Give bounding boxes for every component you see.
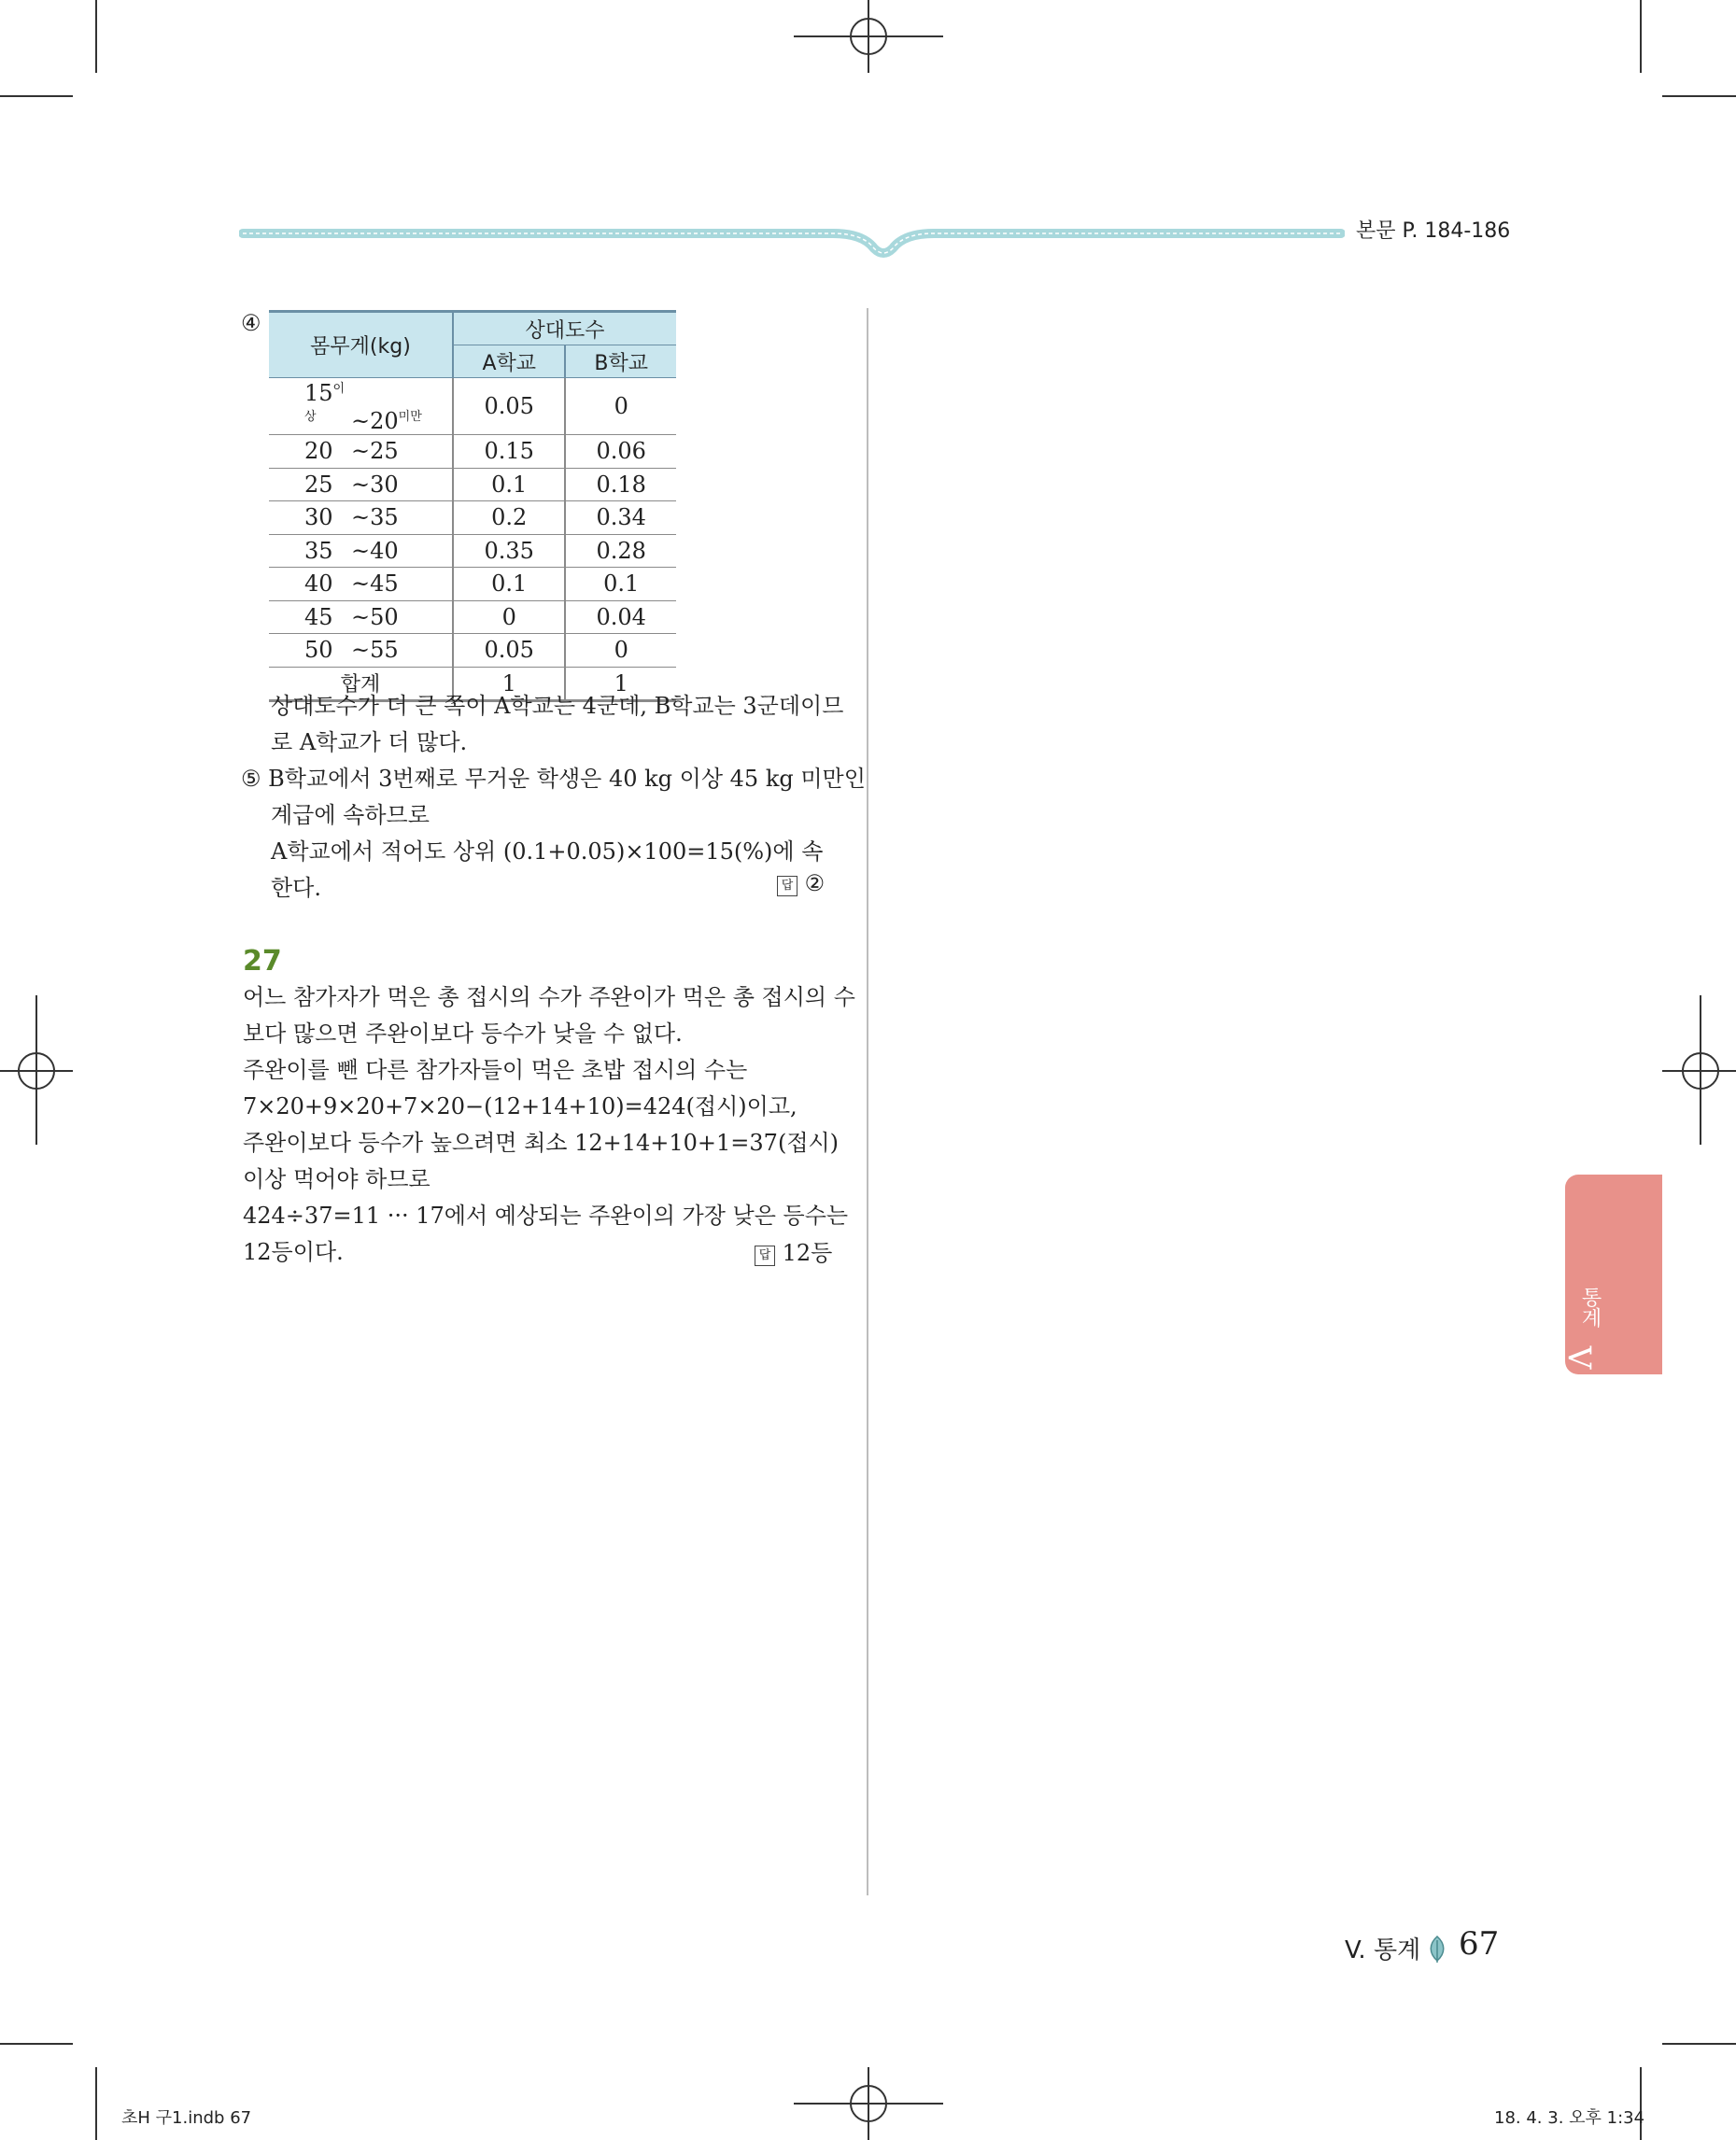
- class-upper: 40: [370, 537, 399, 564]
- cell-school-a: 0.2: [453, 501, 565, 535]
- footer-chapter: V. 통계: [1345, 1936, 1421, 1964]
- problem27-solution: [243, 979, 855, 1271]
- table-row: [269, 568, 676, 601]
- class-upper: 25: [370, 438, 399, 465]
- class-upper: 45: [370, 570, 399, 598]
- cell-school-a: 0.1: [453, 468, 565, 501]
- class-separator: ~: [351, 438, 371, 465]
- class-lower: 30: [304, 504, 333, 531]
- cell-school-b: 0.1: [565, 568, 676, 601]
- cell-school-a: 0.05: [453, 378, 565, 435]
- class-separator: ~: [351, 570, 371, 598]
- answer-value: ②: [804, 870, 826, 896]
- relative-frequency-table: [269, 310, 676, 702]
- header-band: [239, 220, 1345, 263]
- class-separator: ~: [351, 637, 371, 664]
- table-row: [269, 534, 676, 568]
- table-row: [269, 634, 676, 668]
- text-line: 상대도수가 더 큰 쪽이 A학교는 4군데, B학교는 3군데이므: [271, 693, 844, 719]
- class-upper: 30: [370, 471, 399, 498]
- class-separator: ~: [351, 537, 371, 564]
- cell-school-b: 0.06: [565, 435, 676, 469]
- text-line: A학교에서 적어도 상위 (0.1+0.05)×100=15(%)에 속: [271, 838, 824, 865]
- problem-number: 27: [243, 945, 282, 978]
- text-line: 424÷37=11 ··· 17에서 예상되는 주완이의 가장 낮은 등수는: [243, 1203, 849, 1229]
- class-interval: [269, 634, 453, 668]
- column-divider: [867, 308, 868, 1895]
- class-lower: 25: [304, 471, 333, 498]
- class-separator: ~: [351, 408, 371, 434]
- text-line: ⑤ B학교에서 3번째로 무거운 학생은 40 kg 이상 45 kg 미만인: [241, 766, 866, 792]
- file-info: 초H 구1.indb 67: [121, 2108, 252, 2128]
- registration-mark: [850, 2085, 887, 2122]
- cell-school-b: 0.28: [565, 534, 676, 568]
- total-school-a: 1: [453, 667, 565, 701]
- class-lower: 45: [304, 603, 333, 630]
- crop-mark: [95, 2067, 97, 2140]
- cell-school-a: 0: [453, 600, 565, 634]
- class-separator: ~: [351, 471, 371, 498]
- registration-mark: [18, 1052, 55, 1090]
- problem27-answer: [755, 1234, 832, 1267]
- crop-mark: [1662, 95, 1736, 97]
- table-row: [269, 378, 676, 435]
- text-line: 어느 참가자가 먹은 총 접시의 수가 주완이가 먹은 총 접시의 수: [243, 984, 855, 1010]
- cell-school-a: 0.15: [453, 435, 565, 469]
- class-lower: 50: [304, 637, 333, 664]
- cell-school-b: 0.34: [565, 501, 676, 535]
- header-relative-frequency: 상대도수: [453, 312, 676, 345]
- class-upper: 35: [370, 504, 399, 531]
- class-interval: [269, 600, 453, 634]
- total-school-b: 1: [565, 667, 676, 701]
- class-interval: [269, 568, 453, 601]
- class-interval: [269, 468, 453, 501]
- cell-school-b: 0.18: [565, 468, 676, 501]
- class-lower: 40: [304, 570, 333, 598]
- header-weight: 몸무게(kg): [269, 312, 453, 378]
- class-interval: [269, 435, 453, 469]
- cell-school-b: 0: [565, 378, 676, 435]
- cell-school-b: 0.04: [565, 600, 676, 634]
- item5-explanation: [241, 761, 866, 907]
- side-tab-label: 통계: [1578, 1287, 1602, 1328]
- chapter-side-tab: [1560, 1175, 1662, 1374]
- answer-value: 12등: [782, 1240, 833, 1266]
- class-upper: 55: [370, 637, 399, 664]
- class-separator: ~: [351, 603, 371, 630]
- text-line: 한다.: [271, 875, 321, 901]
- class-upper: $20^{미만}$: [370, 408, 422, 434]
- item-marker-4: ④: [241, 310, 261, 336]
- side-tab-roman: V: [1560, 1345, 1598, 1370]
- class-separator: ~: [351, 504, 371, 531]
- table-row: [269, 501, 676, 535]
- leaf-icon: [1427, 1935, 1447, 1964]
- answer-label: 답: [777, 876, 797, 896]
- item5-answer: [777, 870, 825, 896]
- text-line: 주완이보다 등수가 높으려면 최소 12+14+10+1=37(접시): [243, 1130, 840, 1156]
- class-lower: 20: [304, 438, 333, 465]
- item4-explanation: [271, 688, 859, 761]
- crop-mark: [0, 95, 73, 97]
- registration-mark: [850, 18, 887, 55]
- cell-school-a: 0.35: [453, 534, 565, 568]
- table-row: [269, 468, 676, 501]
- header-school-b: B학교: [565, 345, 676, 378]
- class-interval: [269, 501, 453, 535]
- total-label: 합계: [269, 667, 453, 701]
- class-interval: [269, 378, 453, 435]
- text-line: 12등이다.: [243, 1239, 344, 1265]
- registration-mark: [1682, 1052, 1719, 1090]
- text-line: 주완이를 뺀 다른 참가자들이 먹은 초밥 접시의 수는: [243, 1057, 748, 1083]
- cell-school-a: 0.05: [453, 634, 565, 668]
- crop-mark: [95, 0, 97, 73]
- text-line: 이상 먹어야 하므로: [243, 1166, 430, 1192]
- text-line: 보다 많으면 주완이보다 등수가 낮을 수 없다.: [243, 1021, 683, 1047]
- print-timestamp: 18. 4. 3. 오후 1:34: [1494, 2108, 1645, 2128]
- text-line: 로 A학교가 더 많다.: [271, 729, 468, 755]
- table-row: [269, 435, 676, 469]
- class-lower: $15^{이상}$: [304, 380, 346, 424]
- page-reference: 본문 P. 184-186: [1356, 219, 1511, 243]
- header-school-a: A학교: [453, 345, 565, 378]
- text-line: 계급에 속하므로: [271, 802, 430, 828]
- class-interval: [269, 534, 453, 568]
- crop-mark: [1640, 2067, 1642, 2140]
- crop-mark: [1662, 2043, 1736, 2045]
- table-row: [269, 600, 676, 634]
- page-number: 67: [1459, 1925, 1500, 1963]
- cell-school-b: 0: [565, 634, 676, 668]
- class-upper: 50: [370, 603, 399, 630]
- crop-mark: [0, 2043, 73, 2045]
- crop-mark: [1640, 0, 1642, 73]
- class-lower: 35: [304, 537, 333, 564]
- text-line: 7×20+9×20+7×20−(12+14+10)=424(접시)이고,: [243, 1093, 797, 1119]
- cell-school-a: 0.1: [453, 568, 565, 601]
- answer-label: 답: [755, 1246, 775, 1266]
